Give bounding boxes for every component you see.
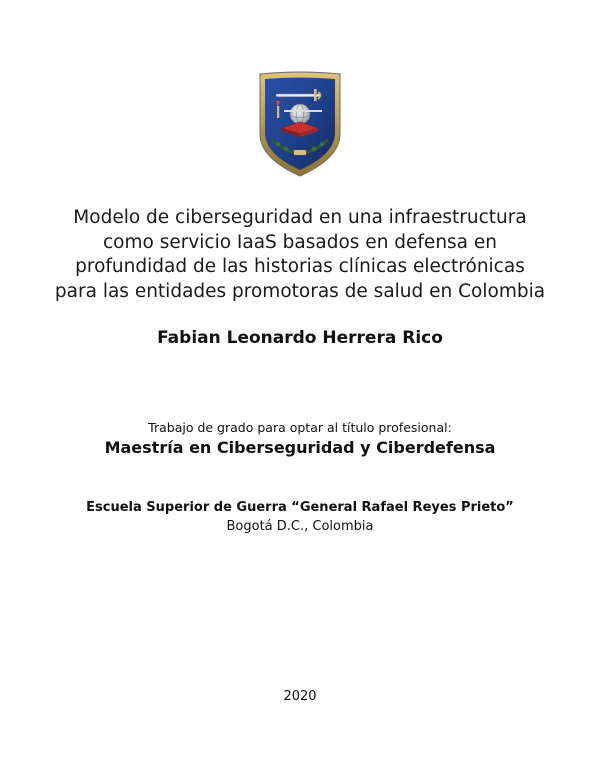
document-title <box>40 206 560 304</box>
degree-intro: Trabajo de grado para optar al título profesional: <box>148 420 452 435</box>
degree-title: Maestría en Ciberseguridad y Ciberdefensa <box>104 438 496 457</box>
school-name: Escuela Superior de Guerra “General Rafael Reyes Prieto” <box>86 500 514 515</box>
shield-crest-icon <box>256 70 344 178</box>
author-name: Fabian Leonardo Herrera Rico <box>157 328 443 348</box>
title-line: profundidad de las historias clínicas electrónicas <box>75 256 525 277</box>
title-line: para las entidades promotoras de salud en Colombia <box>54 280 546 302</box>
city-name: Bogotá D.C., Colombia <box>226 519 374 534</box>
publication-year: 2020 <box>283 689 317 704</box>
title-line: como servicio IaaS basados en defensa en <box>102 231 498 253</box>
title-line: Modelo de ciberseguridad en una infraestructura <box>73 207 527 228</box>
